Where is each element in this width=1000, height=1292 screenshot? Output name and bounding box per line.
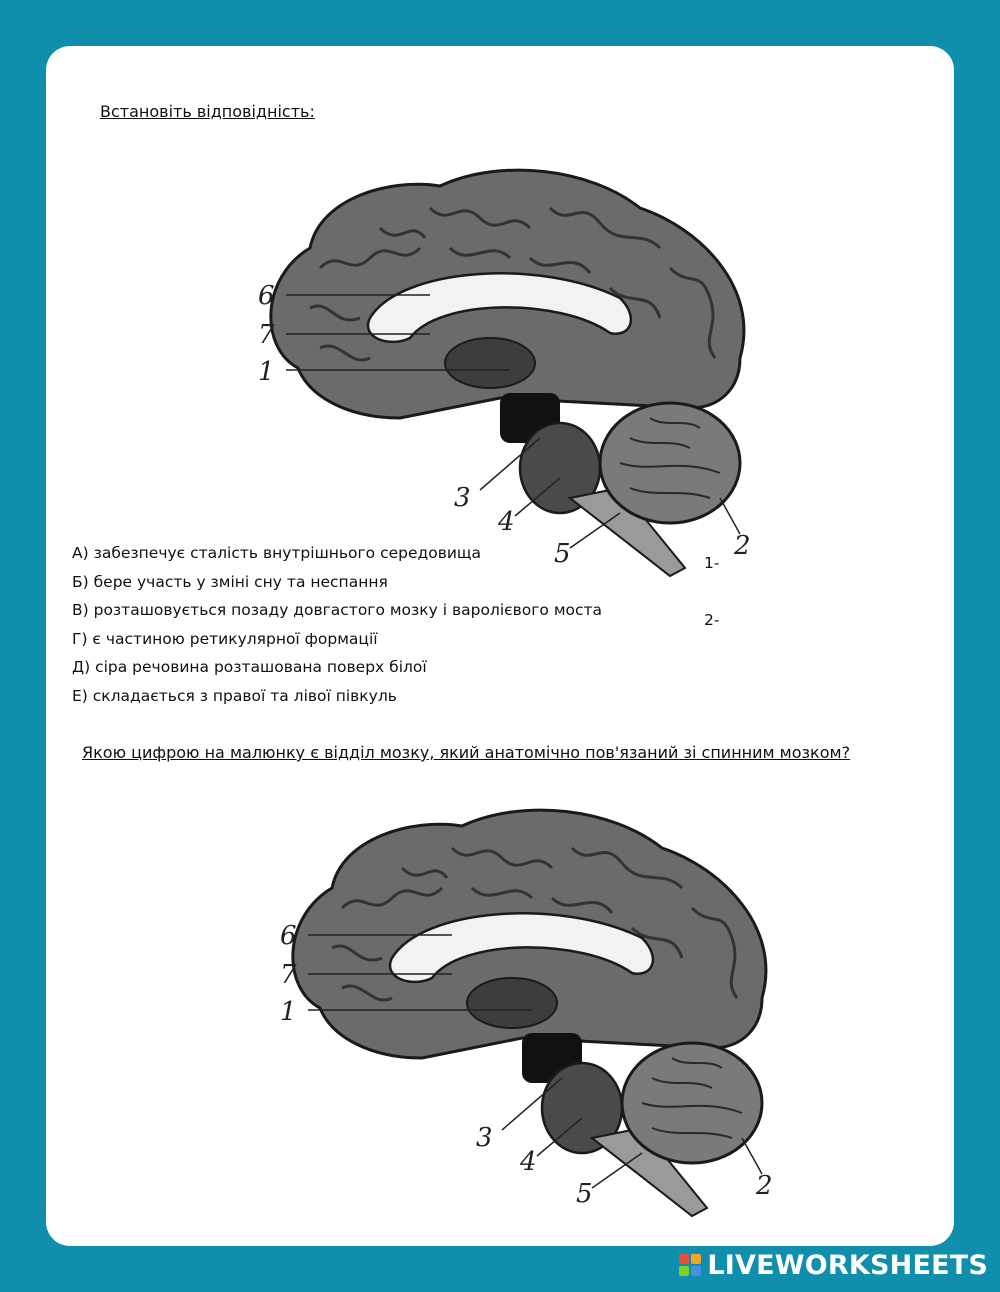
option-a: А) забезпечує сталість внутрішнього середовища — [72, 544, 482, 562]
option-b: Б) бере участь у зміні сну та неспання — [72, 572, 388, 591]
option-f: Е) складається з правої та лівої півкуль — [72, 686, 397, 705]
brain-label-5: 5 — [576, 1179, 593, 1209]
brain-label-1: 1 — [258, 357, 275, 387]
logo-square — [679, 1254, 689, 1264]
logo-square — [691, 1254, 701, 1264]
matching-options-list — [72, 539, 602, 710]
answer-field-1[interactable]: 1- — [704, 554, 720, 572]
option-c: В) розташовується позаду довгастого мозку і варолієвого моста — [72, 601, 603, 619]
answer-field-2[interactable]: 2- — [704, 611, 720, 629]
matching-heading: Встановіть відповідність: — [100, 102, 315, 121]
brain-label-7: 7 — [258, 320, 275, 350]
brain-label-3: 3 — [454, 483, 471, 513]
brain-diagram-bottom — [222, 778, 782, 1209]
option-d: Г) є частиною ретикулярної формації — [72, 629, 378, 648]
brain-label-7: 7 — [280, 960, 297, 990]
logo-square — [691, 1266, 701, 1276]
brain-label-2: 2 — [756, 1171, 773, 1201]
logo-mark-icon — [679, 1254, 701, 1276]
brain-label-4: 4 — [498, 507, 515, 537]
brain-label-5: 5 — [554, 539, 571, 569]
liveworksheets-logo[interactable] — [679, 1248, 988, 1282]
brain-label-4: 4 — [520, 1147, 537, 1177]
brain-label-6: 6 — [280, 921, 297, 951]
logo-text: LIVEWORKSHEETS — [707, 1249, 988, 1281]
question-heading: Якою цифрою на малюнку є відділ мозку, який анатомічно пов'язаний зі спинним мозком? — [82, 743, 851, 762]
brain-label-3: 3 — [476, 1123, 493, 1153]
logo-square — [679, 1266, 689, 1276]
brain-label-1: 1 — [280, 997, 297, 1027]
option-e: Д) сіра речовина розташована поверх білої — [72, 658, 427, 676]
brain-label-6: 6 — [258, 281, 275, 311]
brain-label-2: 2 — [734, 531, 751, 561]
worksheet-page — [46, 46, 954, 1246]
